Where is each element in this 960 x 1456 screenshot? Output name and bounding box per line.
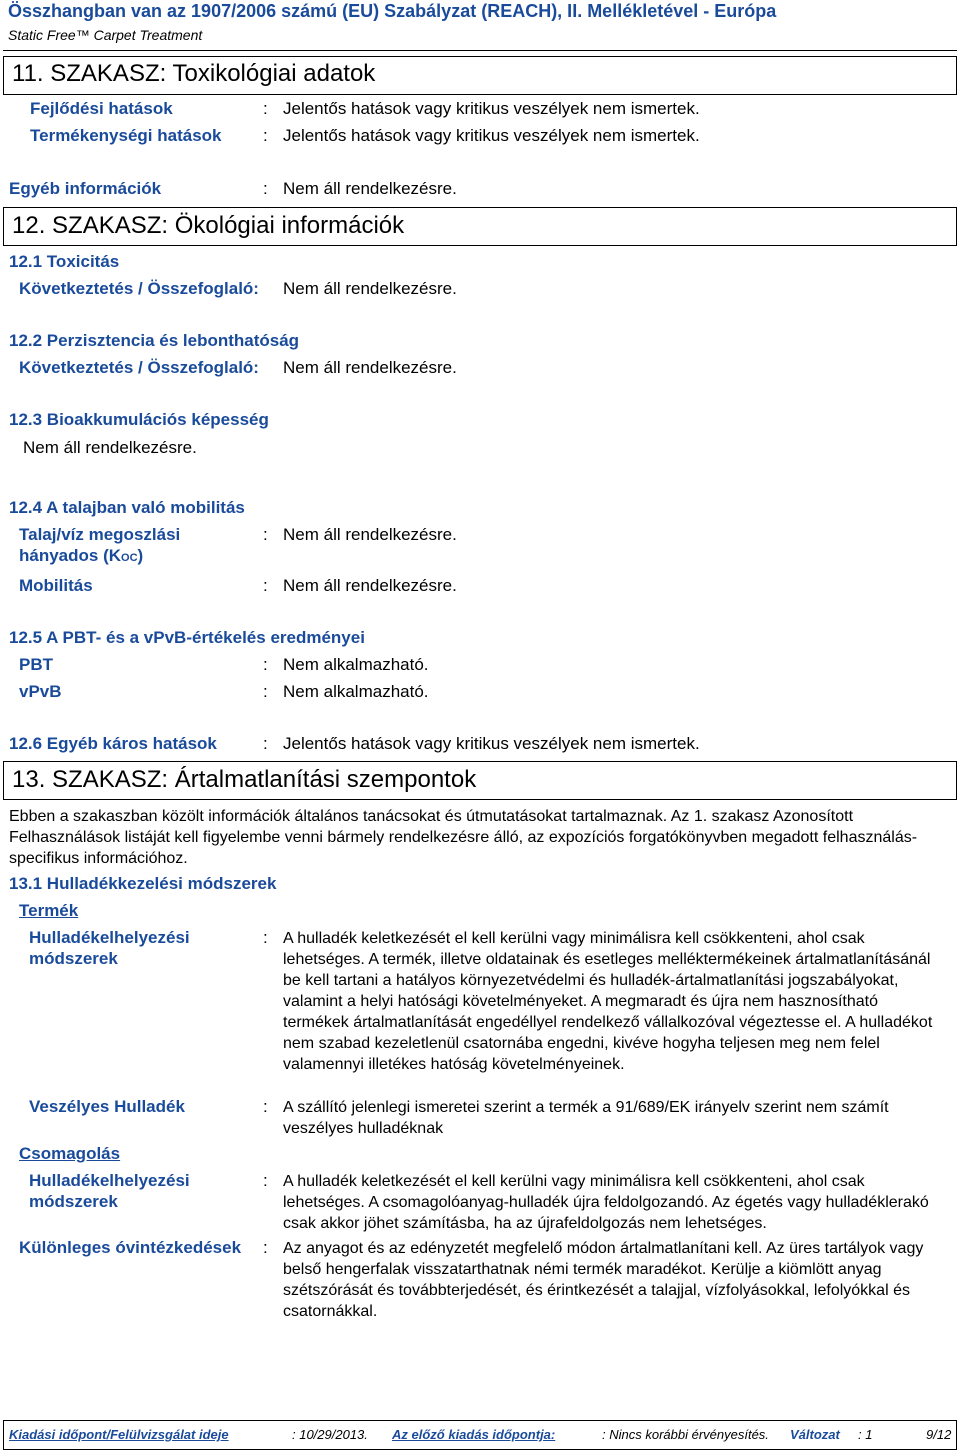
toxicity-heading: 12.1 Toxicitás	[9, 252, 120, 271]
special-precautions-value: Az anyagot és az edényzetét megfelelő módon ártalmatlanítani kell. Az üres tartályok vagy belső hengerfalak visszatarthatnak némi termék maradékot. Kerülje a kiömlött anyag szétszórását és továbbterjedését, és érintkezését a talajjal, vízfolyásokkal, lefolyókkal és csatornákkal.	[283, 1240, 924, 1320]
separator-colon: :	[263, 126, 268, 145]
section-13-intro: Ebben a szakaszban közölt információk általános tanácsokat és útmutatásokat tartalmaznak. Az 1. szakasz Azonosított Felhasználások listáját kell figyelembe venni bármely rendelkezésre álló, az expozíciós forgatókönyvben megadott felhasználás-specifikus információhoz.	[9, 808, 918, 867]
pbt-label: PBT	[19, 655, 53, 674]
waste-methods-heading: 13.1 Hulladékkezelési módszerek	[9, 874, 277, 893]
fertility-effects-value: Jelentős hatások vagy kritikus veszélyek nem ismertek.	[283, 126, 700, 145]
section-13-header	[3, 761, 957, 800]
koc-subscript: OC	[121, 552, 138, 564]
toxicity-conclusion-label: Következtetés / Összefoglaló:	[19, 279, 259, 298]
separator-colon: :	[263, 1097, 268, 1116]
koc-value: Nem áll rendelkezésre.	[283, 525, 457, 544]
separator-colon: :	[263, 734, 268, 753]
disposal-methods-value: A hulladék keletkezését el kell kerülni vagy minimálisra kell csökkenteni, ahol csak lehetséges. A termék, illetve oldatainak és esetleges melléktermékeinek ártalmatlanításánál be kell tartani a hatályos környezetvédelmi és hulladék-ártalmatlanítási jogszabályokat, valamint a helyi hatósági követelményeket. A megmaradt és újra nem hasznosítható termékek ártalmatlanítását engedéllyel rendelkező vállalkozóval végeztesse el. A hulladékot nem szabad kezeletlenül csatornába engedni, kivéve hogyha teljesen meg nem felel valamennyi illetékes hatóság követelményeinek.	[283, 930, 933, 1073]
section-13-title: 13. SZAKASZ: Ártalmatlanítási szempontok	[12, 766, 477, 793]
section-12-header	[3, 207, 957, 246]
issue-date-label: Kiadási időpont/Felülvizsgálat ideje	[9, 1427, 229, 1442]
vpvb-value: Nem alkalmazható.	[283, 682, 429, 701]
koc-label-line2: hányados (KOC)	[19, 546, 144, 565]
section-11-title: 11. SZAKASZ: Toxikológiai adatok	[12, 60, 376, 87]
separator-colon: :	[263, 1238, 268, 1257]
disposal-methods-label-line2: módszerek	[29, 949, 118, 968]
persistence-conclusion-value: Nem áll rendelkezésre.	[283, 358, 457, 377]
packaging-subheading: Csomagolás	[19, 1144, 121, 1163]
bioaccumulation-value: Nem áll rendelkezésre.	[23, 438, 197, 457]
mobility-heading: 12.4 A talajban való mobilitás	[9, 498, 245, 517]
product-subheading: Termék	[19, 901, 79, 920]
koc-label-line1: Talaj/víz megoszlási	[19, 525, 181, 544]
hazardous-waste-value: A szállító jelenlegi ismeretei szerint a termék a 91/689/EK irányelv szerint nem számít veszélyes hulladéknak	[283, 1099, 889, 1137]
packaging-disposal-label-line2: módszerek	[29, 1192, 118, 1211]
other-adverse-effects-value: Jelentős hatások vagy kritikus veszélyek nem ismertek.	[283, 734, 700, 753]
special-precautions-label: Különleges óvintézkedések	[19, 1238, 242, 1257]
fertility-effects-label: Termékenységi hatások	[30, 126, 222, 145]
developmental-effects-value: Jelentős hatások vagy kritikus veszélyek nem ismertek.	[283, 99, 700, 118]
pbt-value: Nem alkalmazható.	[283, 655, 429, 674]
packaging-disposal-label-line1: Hulladékelhelyezési	[29, 1171, 190, 1190]
previous-issue-label: Az előző kiadás időpontja:	[392, 1427, 556, 1442]
mobility-value: Nem áll rendelkezésre.	[283, 576, 457, 595]
document-header-title: Összhangban van az 1907/2006 számú (EU) Szabályzat (REACH), II. Mellékletével - Európa	[8, 1, 777, 21]
separator-colon: :	[263, 525, 268, 544]
bioaccumulation-heading: 12.3 Bioakkumulációs képesség	[9, 410, 269, 429]
separator-colon: :	[263, 99, 268, 118]
persistence-heading: 12.2 Perzisztencia és lebonthatóság	[9, 331, 300, 350]
vpvb-label: vPvB	[19, 682, 62, 701]
other-information-label: Egyéb információk	[9, 179, 162, 198]
separator-colon: :	[263, 928, 268, 947]
issue-date-value: : 10/29/2013.	[292, 1427, 368, 1442]
version-label: Változat	[790, 1427, 840, 1442]
section-12-title: 12. SZAKASZ: Ökológiai információk	[12, 212, 405, 239]
previous-issue-value: : Nincs korábbi érvényesítés.	[602, 1427, 769, 1442]
persistence-conclusion-label: Következtetés / Összefoglaló:	[19, 358, 259, 377]
hazardous-waste-label: Veszélyes Hulladék	[29, 1097, 185, 1116]
other-adverse-effects-label: 12.6 Egyéb káros hatások	[9, 734, 217, 753]
version-value: : 1	[858, 1427, 873, 1442]
mobility-label: Mobilitás	[19, 576, 93, 595]
page-footer	[3, 1420, 957, 1450]
separator-colon: :	[263, 682, 268, 701]
pbt-heading: 12.5 A PBT- és a vPvB-értékelés eredményei	[9, 628, 365, 647]
packaging-disposal-value: A hulladék keletkezését el kell kerülni vagy minimálisra kell csökkenteni, ahol csak lehetséges. A csomagolóanyag-hulladék újra feldolgozandó. Az égetés vagy hulladéklerakó csak akkor jöhet számításba, ha az újrafeldolgozás nem lehetséges.	[283, 1173, 929, 1232]
separator-colon: :	[263, 179, 268, 198]
other-information-value: Nem áll rendelkezésre.	[283, 179, 457, 198]
header-divider	[3, 50, 957, 51]
separator-colon: :	[263, 1171, 268, 1190]
toxicity-conclusion-value: Nem áll rendelkezésre.	[283, 279, 457, 298]
developmental-effects-label: Fejlődési hatások	[30, 99, 173, 118]
separator-colon: :	[263, 655, 268, 674]
disposal-methods-label-line1: Hulladékelhelyezési	[29, 928, 190, 947]
section-11-header	[3, 56, 957, 95]
separator-colon: :	[263, 576, 268, 595]
product-name: Static Free™ Carpet Treatment	[8, 27, 203, 43]
page-number: 9/12	[926, 1427, 952, 1442]
